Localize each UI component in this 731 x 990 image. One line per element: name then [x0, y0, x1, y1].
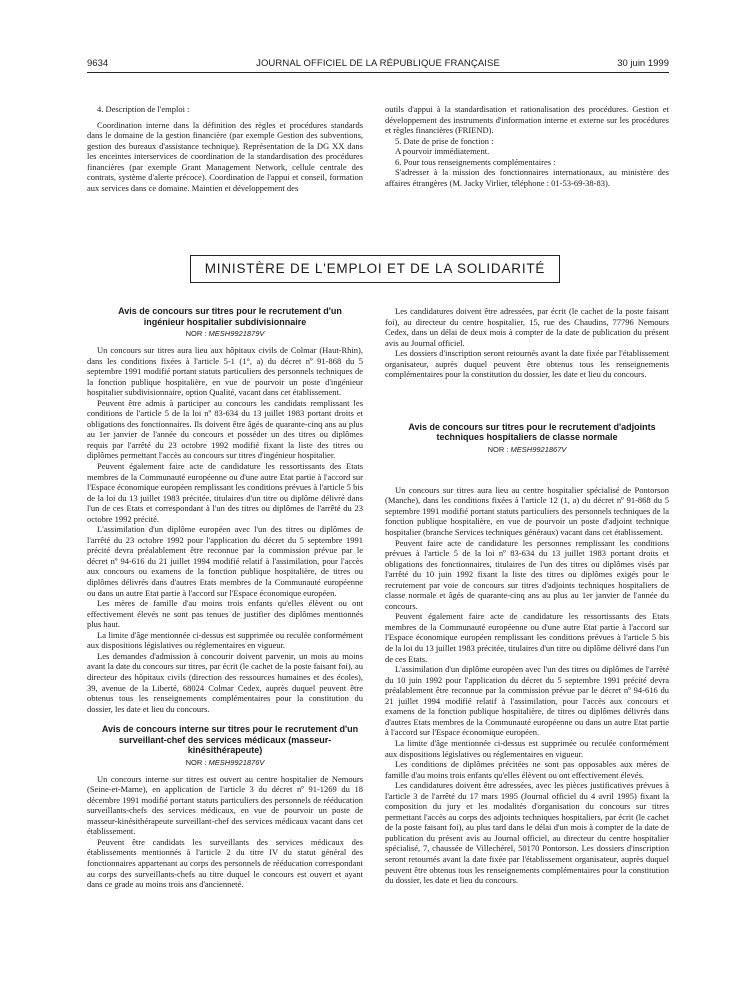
page-header: [87, 58, 669, 72]
nor-label: NOR :: [185, 329, 207, 338]
paragraph: Peuvent également faire acte de candidature les ressortissants des Etats membres de la Communauté européenne ou d'une autre Etat partie à l'accord sur l'Espace économique européen remplissant les conditions prévues à l'article 5 bis de la loi du 13 juillet 1983 précitée, titulaires d'un titre ou diplôme délivré dans l'un de ces Etats.: [385, 611, 669, 664]
ministry-title: MINISTÈRE DE L'EMPLOI ET DE LA SOLIDARITÉ: [204, 261, 546, 276]
paragraph: Peuvent faire acte de candidature les personnes remplissant les conditions prévues à l'article 5 de la loi nº 83-634 du 13 juillet 1983 portant droits et obligations des fonctionnaires, titulaires de l'un des titres ou diplômes visés par l'arrêté du 10 juin 1992 fixant la liste des titres ou diplômes exigés pour le recrutement par voie de concours sur titres d'adjoints techniques hospitaliers de classe normale et âgés de quarante-cinq ans au plus au 1er janvier de l'année du concours.: [385, 537, 669, 611]
paragraph: outils d'appui à la standardisation et rationalisation des procédures. Gestion et développement des instruments d'information interne et externe sur les procédures et règles financières (FRIEND).: [385, 104, 669, 136]
issue-date: 30 juin 1999: [617, 58, 669, 69]
paragraph: Coordination interne dans la définition des règles et procédures standards dans le domaine de la gestion financière (par exemple Gestion des subventions, gestion des bureaux d'assistance technique). Représentation de la DG XX dans les enceintes interservices de coordination de la standardisation des procédures financières (par exemple Grant Management Network, cellule centrale des contrats, système d'alerte précoce). Coordination de l'appui et conseil, formation aux services dans ce domaine. Maintien et développement des: [87, 119, 363, 193]
ministry-box: [190, 255, 560, 283]
header-rule: [87, 72, 669, 73]
nor-code: MESH9921867V: [510, 444, 567, 454]
paragraph: L'assimilation d'un diplôme européen avec l'un des titres ou diplômes de l'arrêté du 10 juin 1992 pour l'application du décret du 5 septembre 1991 précité devra préalablement être reconnue par la commission prévue par le décret nº 94-616 du 21 juillet 1994 modifié relatif à l'assimilation, pour l'accès aux concours et examens de la fonction publique hospitalière, de titres ou diplômes délivrés dans d'autres Etats membres de la Communauté européenne ou dans un autre Etat partie à l'accord sur l'Espace économique européen.: [385, 664, 669, 738]
paragraph: Un concours sur titres aura lieu au centre hospitalier spécialisé de Pontorson (Manche), dans les conditions fixées à l'article 12 (1, a) du décret nº 91-868 du 5 septembre 1991 modifié portant statuts particuliers des personnels techniques de la fonction publique hospitalière, en vue de pourvoir un poste d'adjoint technique hospitalier (branche Services techniques généraux) vacant dans cet établissement.: [385, 484, 669, 538]
top-left-column: [87, 104, 363, 228]
paragraph: Les conditions de diplômes précitées ne sont pas opposables aux mères de famille d'au moins trois enfants qu'elles élèvent ou ont effectivement élevés.: [385, 759, 669, 780]
page-number: 9634: [87, 58, 109, 69]
paragraph: Peuvent être candidats les surveillants des services médicaux des établissements mentionnés à l'article 2 du titre IV du statut général des fonctionnaires appartenant au corps des personnels de rééducation correspondant au corps des surveillants-chefs au titre duquel le concours est ouvert et ayant dans ce grade au moins trois ans d'ancienneté.: [87, 836, 363, 890]
paragraph: Les mères de famille d'au moins trois enfants qu'elles élèvent ou ont effectivement élevés ne sont pas tenues de justifier des diplômes mentionnés plus haut.: [87, 598, 363, 630]
nor-label: NOR :: [487, 444, 509, 454]
paragraph: L'assimilation d'un diplôme européen avec l'un des titres ou diplômes de l'arrêté du 23 octobre 1992 pour l'application du décret du 5 septembre 1991 précité devra préalablement être reconnue par la commission prévue par le décret nº 94-616 du 21 juillet 1994 modifié relatif à l'assimilation, pour l'accès aux concours ou examens de la fonction publique hospitalière, de titres ou diplômes délivrés dans d'autres Etats membres de la Communauté européenne ou dans un autre Etat partie à l'accord sur l'Espace économique européen.: [87, 524, 363, 598]
paragraph: 5. Date de prise de fonction :: [395, 135, 494, 146]
paragraph: Peuvent être admis à participer au concours les candidats remplissant les conditions de l'article 5 de la loi nº 83-634 du 13 juillet 1983 portant droits et obligations des fonctionnaires. Ils doivent être âgés de quarante-cinq ans au plus au 1er janvier de l'année du concours et posséder un des titres ou diplômes requis par l'arrêté du 23 octobre 1992 modifié fixant la liste des titres ou diplômes permettant l'accès au concours sur titres d'ingénieur hospitalier.: [87, 397, 363, 461]
paragraph: S'adresser à la mission des fonctionnaires internationaux, au ministère des affaires étrangères (M. Jacky Virlier, téléphone : 01-53-69-38-83).: [385, 167, 669, 188]
lower-right-column: [385, 306, 669, 946]
paragraph: Un concours sur titres aura lieu aux hôpitaux civils de Colmar (Haut-Rhin), dans les conditions fixées à l'article 5-1 (1°, a) du décret nº 91-868 du 5 septembre 1991 modifié portant statuts particuliers des personnels techniques de la fonction publique hospitalière, en vue de pourvoir un poste d'ingénieur hospitalier subdivisionnaire, option Qualité, vacant dans cet établissement.: [87, 345, 363, 398]
lower-left-column: [87, 306, 363, 946]
nor-reference: [87, 758, 363, 768]
notice-title: Avis de concours sur titres pour le recrutement d'un ingénieur hospitalier subdivisionnaire: [118, 306, 342, 327]
notice-title: Avis de concours sur titres pour le recrutement d'adjoints techniques hospitaliers de classe normale: [408, 421, 656, 443]
paragraph: Un concours interne sur titres est ouvert au centre hospitalier de Nemours (Seine-et-Marne), en application de l'article 3 du décret nº 91-1269 du 18 décembre 1991 modifié portant statuts particuliers des personnels de rééducation surveillants-chefs des services médicaux, en vue de pourvoir un poste de masseur-kinésithérapeute surveillant-chef des services médicaux vacant dans cet établissement.: [87, 773, 363, 837]
notice-title: Avis de concours interne sur titres pour le recrutement d'un surveillant-chef des services médicaux (masseur-kinésithérapeute): [101, 724, 359, 756]
paragraph: A pourvoir immédiatement.: [395, 146, 490, 157]
paragraph: Peuvent également faire acte de candidature les ressortissants des Etats membres de la Communauté européenne ou d'une autre Etat partie à l'accord sur l'Espace économique européen remplissant les conditions prévues à l'article 5 bis de la loi du 13 juillet 1983 précitée, titulaires d'un titre ou diplôme délivré dans l'un de ces Etats et correspondant à l'un des titres ou diplômes de l'arrêté du 23 octobre 1992 précité.: [87, 461, 363, 524]
paragraph: 6. Pour tous renseignements complémentaires :: [395, 156, 556, 167]
paragraph: 4. Description de l'emploi :: [97, 104, 190, 114]
paragraph: Les candidatures doivent être adressées, avec les pièces justificatives prévues à l'article 3 de l'arrêté du 17 mars 1995 (Journal officiel du 4 avril 1995) fixant la composition du jury et les modalités d'organisation du concours sur titres permettant l'accès au corps des adjoints techniques hospitaliers, par écrit (le cachet de la poste faisant foi), au plus tard dans le délai d'un mois à compter de la date de publication du présent avis au Journal officiel, au directeur du centre hospitalier spécialisé, 7, chaussée de Villechérel, 50170 Pontorson. Les dossiers d'inscription seront retournés avant la date fixée par l'établissement organisateur, auprès duquel peuvent être obtenus tous les renseignements complémentaires pour la constitution du dossier, les date et lieu du concours.: [385, 780, 669, 886]
paragraph: La limite d'âge mentionnée ci-dessus est supprimée ou reculée conformément aux dispositions législatives ou réglementaires en vigueur.: [87, 629, 363, 651]
paragraph: Les dossiers d'inscription seront retournés avant la date fixée par l'établissement organisateur, auprès duquel peuvent être obtenus tous les renseignements complémentaires pour la constitution du dossier, les date et lieu du concours.: [385, 348, 669, 380]
nor-reference: [87, 329, 363, 339]
nor-code: MESH9921879V: [208, 329, 265, 338]
top-right-column: [385, 104, 669, 228]
nor-reference: [385, 445, 669, 455]
paragraph: Les candidatures doivent être adressées, par écrit (le cachet de la poste faisant foi), au directeur du centre hospitalier, 15, rue des Chaudins, 77796 Nemours Cedex, dans un délai de deux mois à compter de la date de publication du présent avis au Journal officiel.: [385, 306, 669, 348]
journal-title: JOURNAL OFFICIEL DE LA RÉPUBLIQUE FRANÇAISE: [256, 58, 500, 69]
paragraph: Les demandes d'admission à concourir doivent parvenir, un mois au moins avant la date du concours sur titres, par écrit (le cachet de la poste faisant foi), au directeur des hôpitaux civils (direction des ressources humaines et des écoles), 39, avenue de la Liberté, 68024 Colmar Cedex, auprès duquel peuvent être obtenus tous les renseignements complémentaires pour la constitution du dossier, les date et lieu du concours.: [87, 650, 363, 714]
paragraph: La limite d'âge mentionnée ci-dessus est supprimée ou reculée conformément aux dispositions législatives ou réglementaires en vigueur.: [385, 737, 669, 759]
nor-code: MESH9921876V: [208, 757, 265, 767]
nor-label: NOR :: [185, 757, 207, 767]
